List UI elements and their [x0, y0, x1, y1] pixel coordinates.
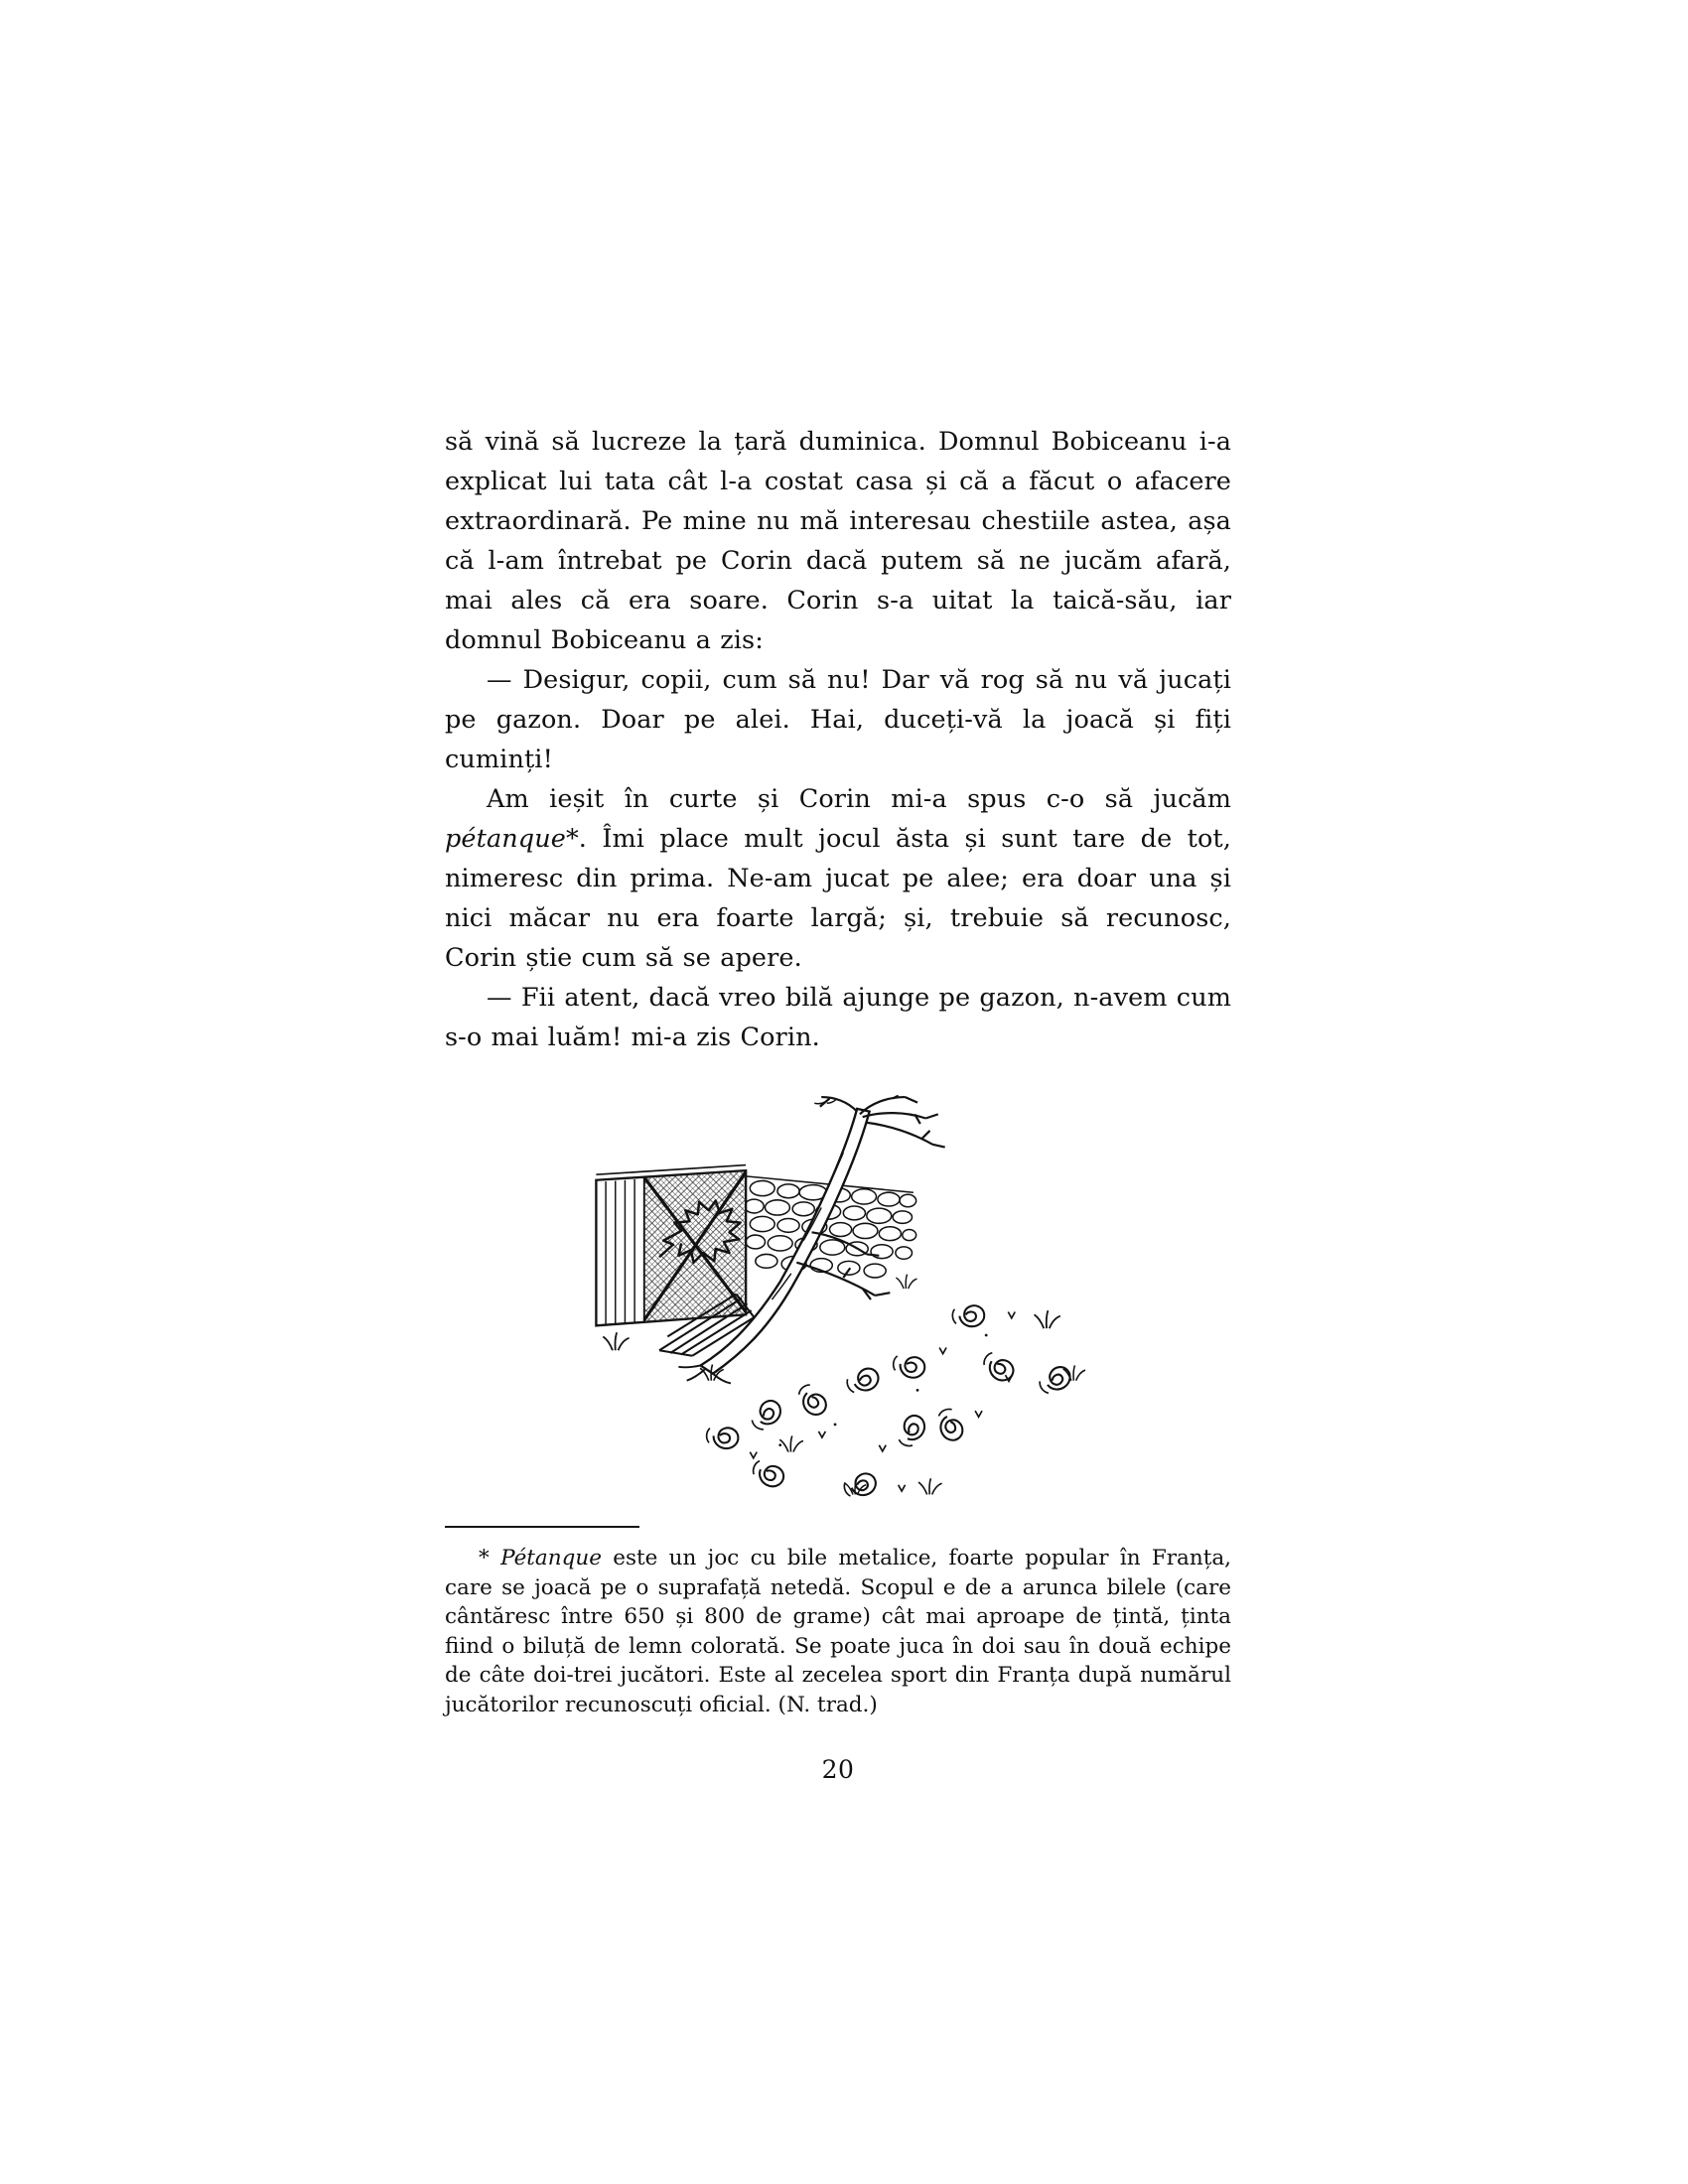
footnote-asterisk: * [479, 1546, 501, 1570]
footnote-divider [445, 1526, 639, 1528]
footnote-italic-term: Pétanque [500, 1546, 602, 1570]
page-number: 20 [821, 1755, 855, 1784]
paragraph-1: să vină să lucreze la țară duminica. Domnul Bobiceanu i-a explicat lui tata cât l-a costat casa și că a făcut o afacere extraordinară. Pe mine nu mă interesau chestiile astea, așa că l-am întrebat pe Corin dacă putem să ne jucăm afară, mai ales că era soare. Corin s-a uitat la taică-său, iar domnul Bobiceanu a zis: [445, 427, 1231, 655]
garden-sketch-svg [588, 1095, 1089, 1500]
paragraph-3-segment: Am ieșit în curte și Corin mi-a spus c-o să jucăm [487, 784, 1231, 814]
text-column [445, 422, 1231, 1784]
paragraph-4-dialogue: — Fii atent, dacă vreo bilă ajunge pe gazon, n-avem cum s-o mai luăm! mi-a zis Corin. [445, 983, 1231, 1052]
rose-patch [704, 1305, 1073, 1499]
paragraph-3-segment: *. Îmi place mult jocul ăsta și sunt tare de tot, nimeresc din prima. Ne-am jucat pe alee; era doar una și nici măcar nu era foarte largă; și, trebuie să recunosc, Corin știe cum să se apere. [445, 824, 1231, 973]
illustration-garden-sketch [588, 1095, 1089, 1500]
footnote-text [445, 1544, 1231, 1719]
seed-marks [750, 1312, 1015, 1491]
paragraph-3 [445, 779, 1231, 978]
footnote-body: este un joc cu bile metalice, foarte popular în Franța, care se joacă pe o suprafață netedă. Scopul e de a arunca bilele (care cântăresc între 650 și 800 de grame) cât mai aproape de țintă, ținta fiind o biluță de lemn colorată. Se poate juca în doi sau în două echipe de câte doi-trei jucători. Este al zecelea sport din Franța după numărul jucătorilor recunoscuți oficial. (N. trad.) [445, 1546, 1231, 1717]
paragraph-2-dialogue: — Desigur, copii, cum să nu! Dar vă rog să nu vă jucați pe gazon. Doar pe alei. Hai, duceți-vă la joacă și fiți cuminți! [445, 665, 1231, 774]
paragraph-3-italic-term: pétanque [445, 824, 566, 854]
footnote [445, 1526, 1231, 1719]
